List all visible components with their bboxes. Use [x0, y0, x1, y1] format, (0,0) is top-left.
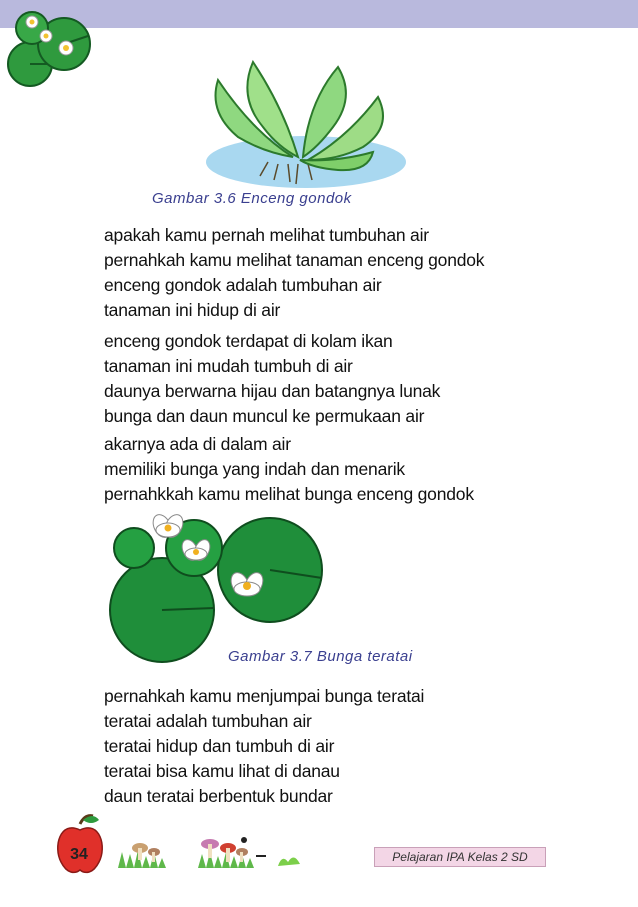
figure-3-6-caption: Gambar 3.6 Enceng gondok	[152, 190, 352, 207]
page-number: 34	[70, 846, 88, 863]
paragraph-3	[104, 432, 474, 507]
text-line: akarnya ada di dalam air	[104, 434, 291, 454]
text-line: daun teratai berbentuk bundar	[104, 786, 333, 806]
mushroom-grass-decoration	[110, 832, 310, 872]
text-line: apakah kamu pernah melihat tumbuhan air	[104, 225, 429, 245]
text-line: enceng gondok terdapat di kolam ikan	[104, 331, 393, 351]
corner-lily-pad-illustration	[2, 6, 102, 96]
text-line: tanaman ini hidup di air	[104, 300, 281, 320]
water-hyacinth-illustration	[198, 52, 408, 192]
text-line: enceng gondok adalah tumbuhan air	[104, 275, 382, 295]
text-line: memiliki bunga yang indah dan menarik	[104, 459, 405, 479]
paragraph-4	[104, 684, 424, 809]
text-line: pernahkah kamu menjumpai bunga teratai	[104, 686, 425, 706]
text-line: bunga dan daun muncul ke permukaan air	[104, 406, 425, 426]
paragraph-1	[104, 223, 484, 323]
text-line: daunya berwarna hijau dan batangnya lunak	[104, 381, 441, 401]
text-line: pernahkkah kamu melihat bunga enceng gondok	[104, 484, 474, 504]
figure-3-7-caption: Gambar 3.7 Bunga teratai	[228, 648, 413, 665]
water-lily-illustration	[102, 508, 332, 668]
paragraph-2	[104, 329, 440, 429]
text-line: tanaman ini mudah tumbuh di air	[104, 356, 353, 376]
text-line: teratai hidup dan tumbuh di air	[104, 736, 335, 756]
text-line: teratai adalah tumbuhan air	[104, 711, 312, 731]
book-title-label: Pelajaran IPA Kelas 2 SD	[374, 847, 546, 867]
text-line: pernahkah kamu melihat tanaman enceng gondok	[104, 250, 485, 270]
text-line: teratai bisa kamu lihat di danau	[104, 761, 340, 781]
